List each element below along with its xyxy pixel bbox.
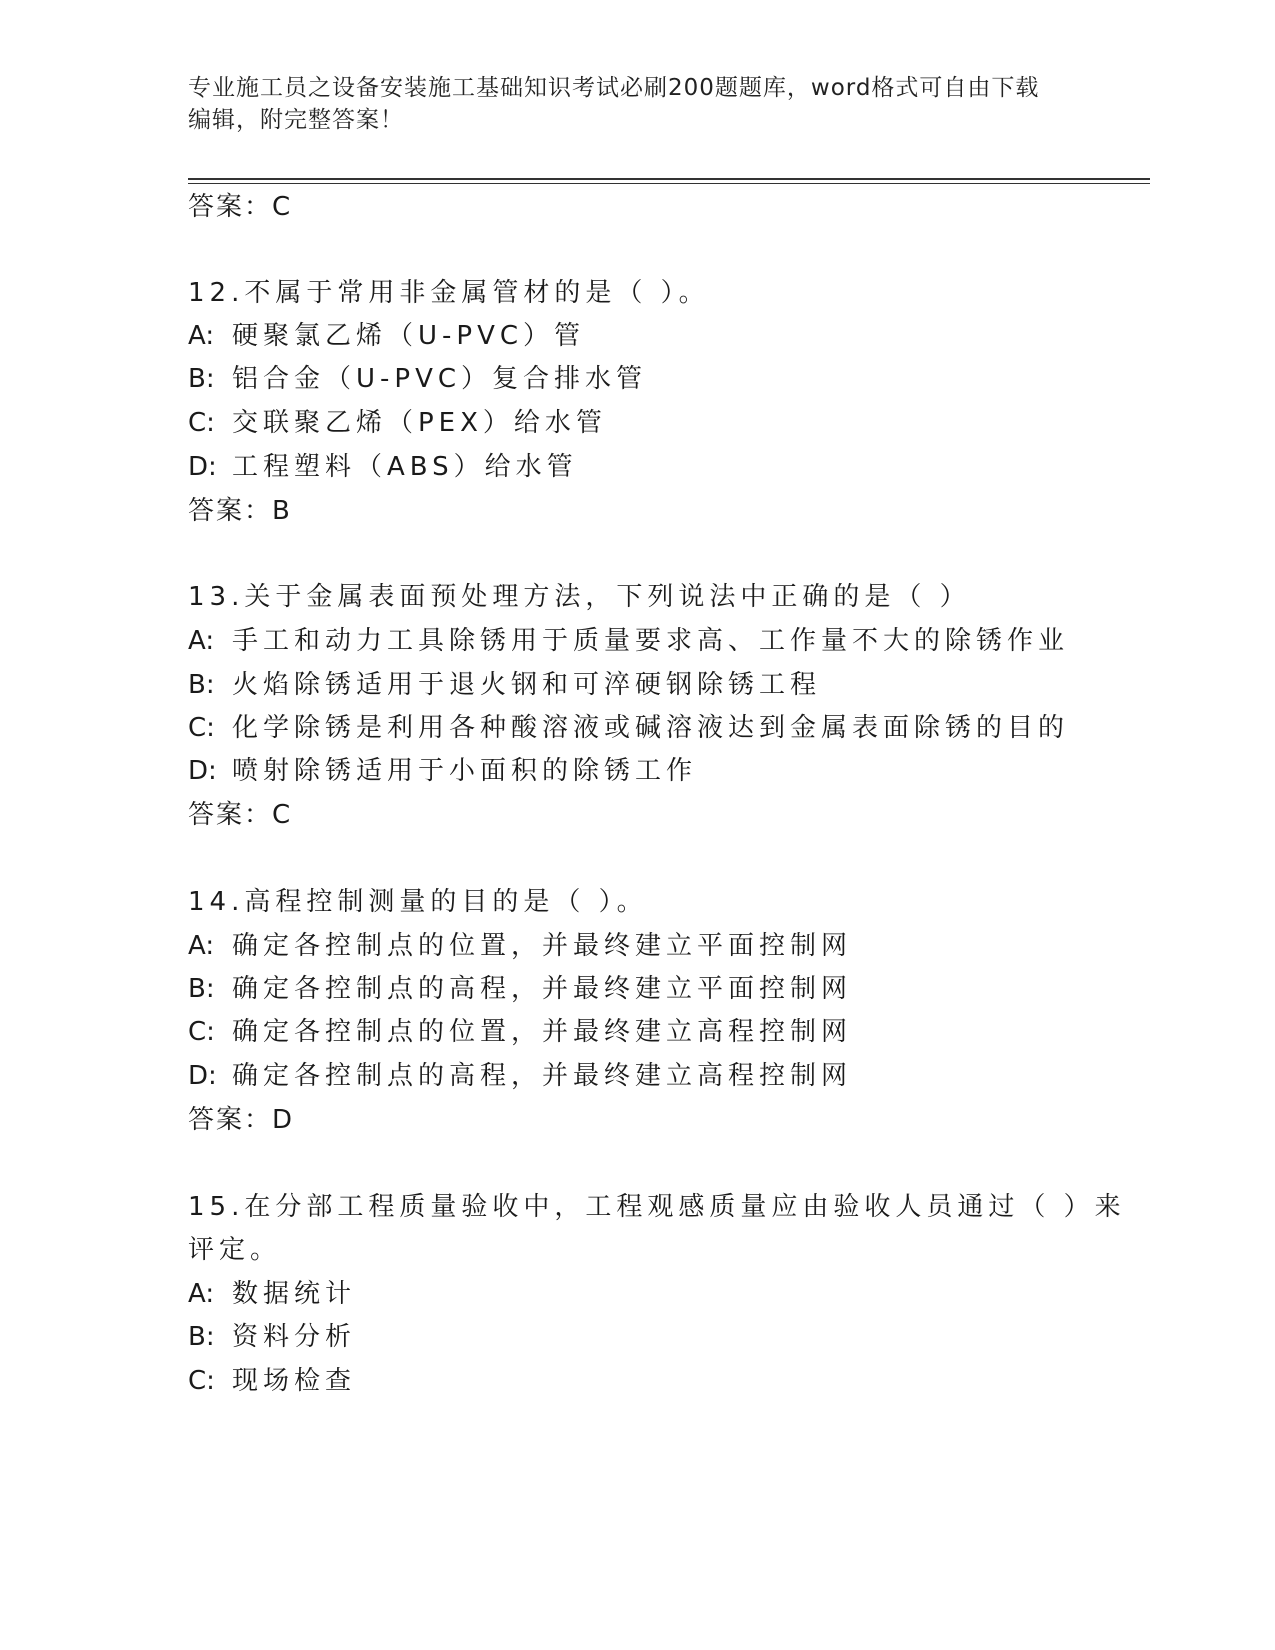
option-letter: B: [188, 974, 215, 1004]
question-13-stem: 13.关于金属表面预处理方法，下列说法中正确的是（ ） [188, 582, 971, 612]
option-letter: D: [188, 452, 217, 482]
question-14-option-a [188, 929, 852, 963]
option-letter: C: [188, 713, 215, 743]
question-13-option-d [188, 754, 697, 788]
question-14-option-b [188, 972, 852, 1006]
option-letter: B: [188, 364, 215, 394]
question-15-stem: 15.在分部工程质量验收中，工程观感质量应由验收人员通过（ ）来 [188, 1192, 1126, 1222]
option-text: 手工和动力工具除锈用于质量要求高、工作量不大的除锈作业 [232, 626, 1070, 656]
question-12-option-d [188, 450, 578, 484]
question-12-option-b [188, 362, 647, 396]
question-15-stem-cont: 评定。 [188, 1235, 282, 1265]
question-12-option-c [188, 406, 607, 440]
answer-q11: 答案：C [188, 192, 293, 222]
question-15-option-b [188, 1320, 356, 1354]
option-letter: A: [188, 626, 215, 656]
option-text: 喷射除锈适用于小面积的除锈工作 [232, 756, 698, 786]
question-13-option-c [188, 711, 1069, 745]
document-header [188, 72, 1088, 136]
option-letter: A: [188, 321, 215, 351]
option-text: 数据统计 [232, 1279, 357, 1309]
question-12-stem: 12.不属于常用非金属管材的是（ ）。 [188, 278, 710, 308]
answer-q14: 答案：D [188, 1105, 295, 1135]
question-12-option-a [188, 319, 585, 353]
question-14-option-c [188, 1015, 852, 1049]
option-text: 确定各控制点的高程，并最终建立平面控制网 [232, 974, 853, 1004]
header-divider [188, 178, 1150, 184]
question-15-option-c [188, 1364, 356, 1398]
option-text: 现场检查 [232, 1366, 357, 1396]
answer-q13: 答案：C [188, 800, 293, 830]
option-letter: B: [188, 1322, 215, 1352]
option-letter: B: [188, 670, 215, 700]
question-14-stem: 14.高程控制测量的目的是（ ）。 [188, 887, 648, 917]
option-text: 硬聚氯乙烯（U-PVC）管 [232, 321, 586, 351]
option-text: 铝合金（U-PVC）复合排水管 [232, 364, 648, 394]
question-13-option-b [188, 668, 821, 702]
option-letter: A: [188, 1279, 215, 1309]
option-text: 交联聚乙烯（PEX）给水管 [232, 408, 607, 438]
option-letter: C: [188, 408, 215, 438]
question-14-option-d [188, 1059, 852, 1093]
option-text: 工程塑料（ABS）给水管 [232, 452, 578, 482]
option-letter: D: [188, 1061, 217, 1091]
option-text: 火焰除锈适用于退火钢和可淬硬钢除锈工程 [232, 670, 822, 700]
answer-q12: 答案：B [188, 496, 292, 526]
header-title-line2: 编辑，附完整答案！ [188, 107, 404, 133]
header-title-line1: 专业施工员之设备安装施工基础知识考试必刷200题题库，word格式可自由下载 [188, 75, 1040, 101]
option-text: 化学除锈是利用各种酸溶液或碱溶液达到金属表面除锈的目的 [232, 713, 1070, 743]
option-text: 资料分析 [232, 1322, 357, 1352]
option-text: 确定各控制点的位置，并最终建立平面控制网 [232, 931, 853, 961]
question-13-option-a [188, 624, 1069, 658]
option-letter: A: [188, 931, 215, 961]
option-letter: D: [188, 756, 217, 786]
question-15-option-a [188, 1277, 356, 1311]
option-letter: C: [188, 1366, 215, 1396]
option-letter: C: [188, 1017, 215, 1047]
option-text: 确定各控制点的位置，并最终建立高程控制网 [232, 1017, 853, 1047]
option-text: 确定各控制点的高程，并最终建立高程控制网 [232, 1061, 853, 1091]
